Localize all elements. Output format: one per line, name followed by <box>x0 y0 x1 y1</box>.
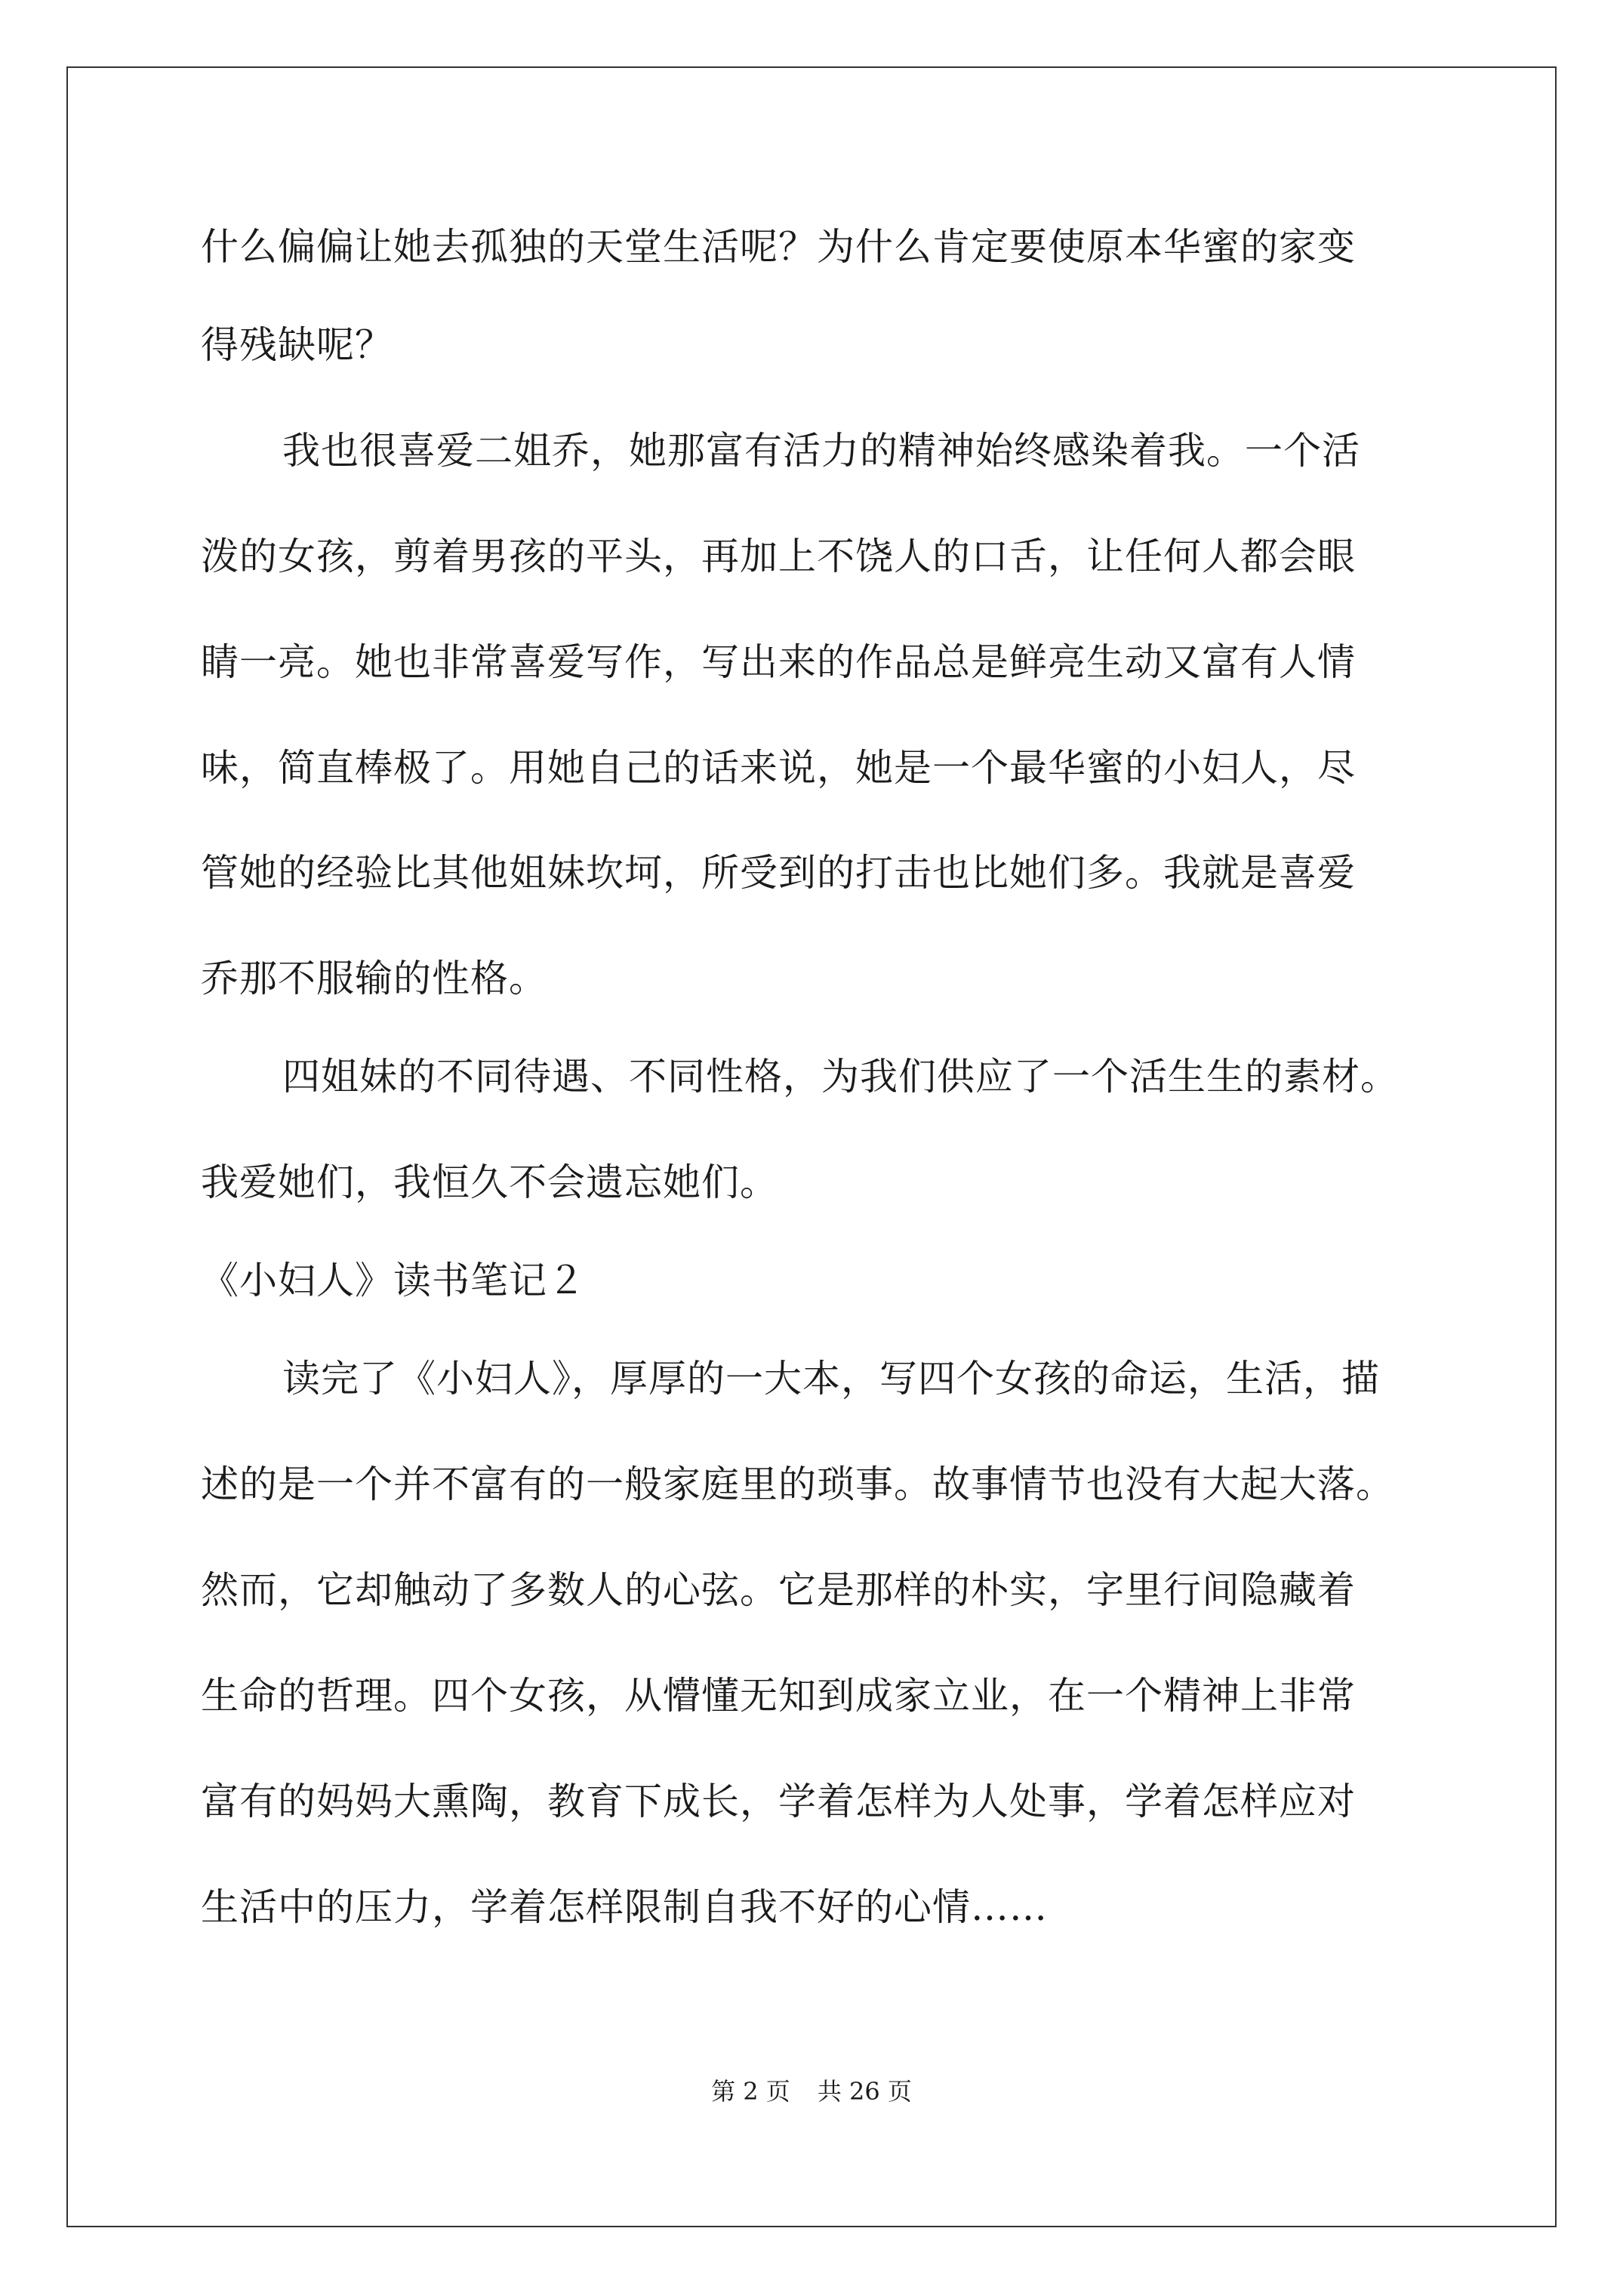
text-line: 泼的女孩，剪着男孩的平头，再加上不饶人的口舌，让任何人都会眼 <box>201 535 1356 578</box>
text-line: 乔那不服输的性格。 <box>201 957 547 1000</box>
text-line: 述的是一个并不富有的一般家庭里的琐事。故事情节也没有大起大落。 <box>201 1462 1394 1506</box>
text-line: 睛一亮。她也非常喜爱写作，写出来的作品总是鲜亮生动又富有人情 <box>201 640 1356 684</box>
page-number: 第 2 页 <box>711 2077 790 2106</box>
paragraph-start-line: 四姐妹的不同待遇、不同性格，为我们供应了一个活生生的素材。 <box>282 1055 1399 1099</box>
paragraph-start-line: 读完了《小妇人》，厚厚的一大本，写四个女孩的命运，生活，描 <box>282 1357 1380 1401</box>
text-line: 什么偏偏让她去孤独的天堂生活呢？为什么肯定要使原本华蜜的家变 <box>201 225 1356 269</box>
text-line: 生命的哲理。四个女孩，从懵懂无知到成家立业，在一个精神上非常 <box>201 1674 1356 1718</box>
page-footer <box>0 2076 1623 2106</box>
page-total: 共 26 页 <box>817 2077 912 2106</box>
text-line: 味，简直棒极了。用她自己的话来说，她是一个最华蜜的小妇人，尽 <box>201 746 1356 790</box>
text-line: 管她的经验比其他姐妹坎坷，所受到的打击也比她们多。我就是喜爱 <box>201 851 1356 895</box>
text-line: 生活中的压力，学着怎样限制自我不好的心情…… <box>201 1885 1048 1929</box>
section-heading: 《小妇人》读书笔记２ <box>201 1259 586 1302</box>
text-line: 然而，它却触动了多数人的心弦。它是那样的朴实，字里行间隐藏着 <box>201 1568 1356 1612</box>
text-line: 我爱她们，我恒久不会遗忘她们。 <box>201 1160 778 1204</box>
paragraph-start-line: 我也很喜爱二姐乔，她那富有活力的精神始终感染着我。一个活 <box>282 429 1360 473</box>
text-line: 得残缺呢？ <box>201 323 393 367</box>
text-line: 富有的妈妈大熏陶，教育下成长，学着怎样为人处事，学着怎样应对 <box>201 1780 1356 1823</box>
